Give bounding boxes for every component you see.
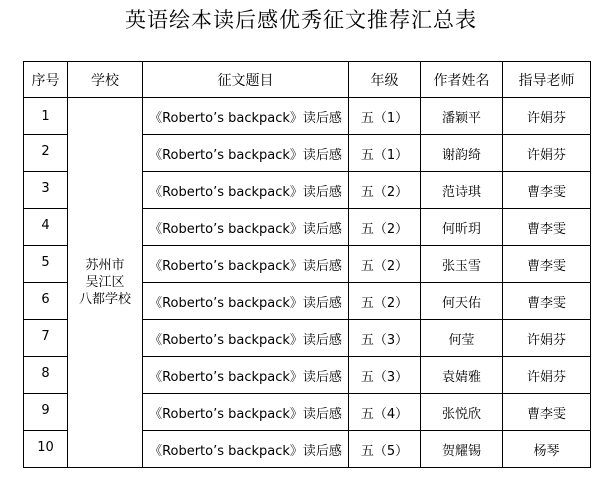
- header-grade: 年级: [349, 62, 421, 98]
- teacher-cell: 曹李雯: [503, 394, 591, 431]
- teacher-cell: 许娟芬: [503, 98, 591, 135]
- teacher-cell: 许娟芬: [503, 357, 591, 394]
- essay-title-cell: 《Roberto’s backpack》读后感: [143, 394, 349, 431]
- author-cell: 何莹: [421, 320, 503, 357]
- essay-title-cell: 《Roberto’s backpack》读后感: [143, 98, 349, 135]
- page-title: 英语绘本读后感优秀征文推荐汇总表: [125, 8, 477, 32]
- essay-title-cell: 《Roberto’s backpack》读后感: [143, 209, 349, 246]
- row-index: [24, 394, 68, 431]
- row-index-text: 10: [37, 440, 54, 455]
- essay-title-cell: 《Roberto’s backpack》读后感: [143, 320, 349, 357]
- grade-cell: 五（2）: [349, 209, 421, 246]
- row-index: [24, 135, 68, 172]
- row-index-text: 5: [41, 255, 50, 270]
- header-essay-title: 征文题目: [143, 62, 349, 98]
- teacher-cell: 许娟芬: [503, 320, 591, 357]
- row-index-text: 4: [41, 218, 50, 233]
- author-cell: 张玉雪: [421, 246, 503, 283]
- table-header-row: [24, 62, 591, 98]
- row-index: [24, 209, 68, 246]
- row-index-text: 6: [41, 292, 50, 307]
- teacher-cell: 曹李雯: [503, 246, 591, 283]
- author-cell: 范诗琪: [421, 172, 503, 209]
- header-school: 学校: [68, 62, 143, 98]
- grade-cell: 五（2）: [349, 172, 421, 209]
- row-index: [24, 283, 68, 320]
- school-name-line: 苏州市: [85, 258, 125, 273]
- school-name-line: 吴江区: [85, 275, 125, 290]
- essay-title-cell: 《Roberto’s backpack》读后感: [143, 135, 349, 172]
- author-cell: 何昕玥: [421, 209, 503, 246]
- author-cell: 张悦欣: [421, 394, 503, 431]
- grade-cell: 五（4）: [349, 394, 421, 431]
- row-index: [24, 98, 68, 135]
- header-author: 作者姓名: [421, 62, 503, 98]
- author-cell: 何天佑: [421, 283, 503, 320]
- school-cell: [68, 98, 143, 468]
- author-cell: 潘颖平: [421, 98, 503, 135]
- summary-table: [23, 61, 591, 468]
- author-cell: 贺耀锡: [421, 431, 503, 468]
- row-index-text: 7: [41, 329, 50, 344]
- essay-title-cell: 《Roberto’s backpack》读后感: [143, 357, 349, 394]
- essay-title-cell: 《Roberto’s backpack》读后感: [143, 283, 349, 320]
- row-index: [24, 431, 68, 468]
- teacher-cell: 曹李雯: [503, 172, 591, 209]
- row-index-text: 2: [41, 144, 50, 159]
- author-cell: 袁婧雅: [421, 357, 503, 394]
- row-index-text: 1: [41, 108, 50, 124]
- row-index-text: 8: [41, 366, 50, 381]
- grade-cell: 五（2）: [349, 246, 421, 283]
- teacher-cell: 曹李雯: [503, 283, 591, 320]
- essay-title-cell: 《Roberto’s backpack》读后感: [143, 172, 349, 209]
- teacher-cell: 曹李雯: [503, 209, 591, 246]
- row-index: [24, 246, 68, 283]
- grade-cell: 五（2）: [349, 283, 421, 320]
- header-index: 序号: [24, 62, 68, 98]
- grade-cell: 五（5）: [349, 431, 421, 468]
- grade-cell: 五（3）: [349, 320, 421, 357]
- row-index: [24, 172, 68, 209]
- row-index-text: 9: [41, 403, 50, 418]
- essay-title-cell: 《Roberto’s backpack》读后感: [143, 431, 349, 468]
- table-row: [24, 98, 591, 135]
- author-cell: 谢韵绮: [421, 135, 503, 172]
- essay-title-cell: 《Roberto’s backpack》读后感: [143, 246, 349, 283]
- row-index-text: 3: [41, 181, 50, 196]
- grade-cell: 五（3）: [349, 357, 421, 394]
- teacher-cell: 杨琴: [503, 431, 591, 468]
- row-index: [24, 357, 68, 394]
- grade-cell: 五（1）: [349, 135, 421, 172]
- row-index: [24, 320, 68, 357]
- grade-cell: 五（1）: [349, 98, 421, 135]
- school-name-line: 八都学校: [78, 292, 131, 307]
- teacher-cell: 许娟芬: [503, 135, 591, 172]
- header-teacher: 指导老师: [503, 62, 591, 98]
